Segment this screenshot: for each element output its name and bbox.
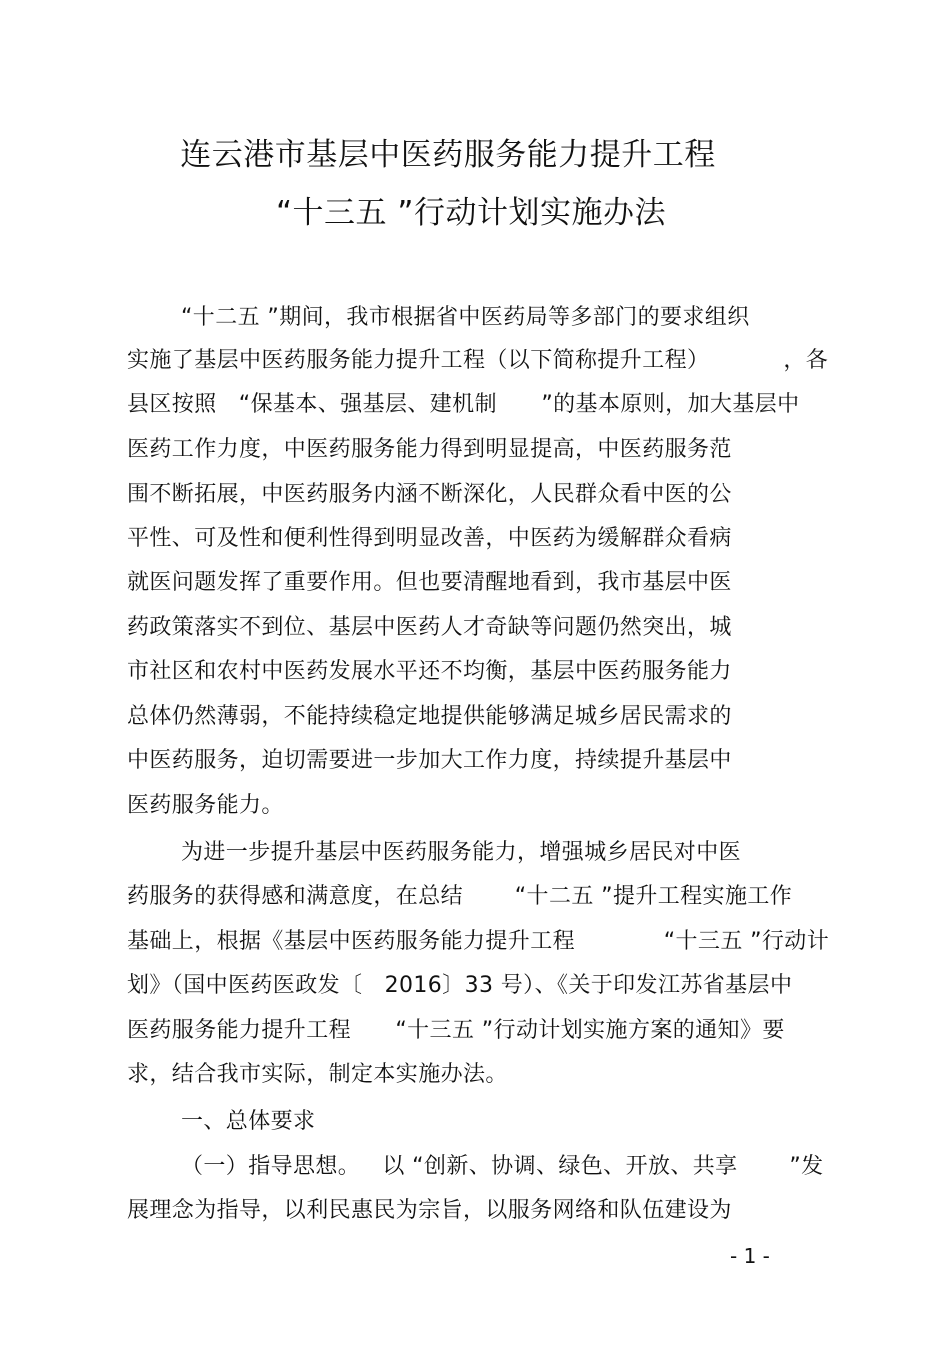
body-line: 县区按照 “保基本、强基层、建机制 ”的基本原则，加大基层中	[127, 392, 800, 417]
body-line: 实施了基层中医药服务能力提升工程（以下简称提升工程） ，各	[127, 348, 829, 373]
body-line: 中医药服务，迫切需要进一步加大工作力度，持续提升基层中	[127, 748, 732, 773]
body-line: 为进一步提升基层中医药服务能力，增强城乡居民对中医	[181, 840, 742, 865]
body-line: 医药服务能力。	[127, 793, 284, 818]
body-line: 围不断拓展，中医药服务内涵不断深化，人民群众看中医的公	[127, 482, 732, 507]
body-line: 划》（国中医药医政发〔 2016〕33 号）、《关于印发江苏省基层中	[127, 973, 793, 998]
body-line: 展理念为指导，以利民惠民为宗旨，以服务网络和队伍建设为	[127, 1198, 732, 1223]
body-line: 求，结合我市实际，制定本实施办法。	[127, 1062, 508, 1087]
body-line: 药政策落实不到位、基层中医药人才奇缺等问题仍然突出，城	[127, 615, 732, 640]
body-line: 总体仍然薄弱，不能持续稳定地提供能够满足城乡居民需求的	[127, 704, 732, 729]
body-line: “十二五 ”期间，我市根据省中医药局等多部门的要求组织	[181, 305, 750, 330]
body-line: 平性、可及性和便利性得到明显改善，中医药为缓解群众看病	[127, 526, 732, 551]
body-line: （一）指导思想。 以 “创新、协调、绿色、开放、共享 ”发	[181, 1154, 824, 1179]
body-line: 就医问题发挥了重要作用。但也要清醒地看到，我市基层中医	[127, 570, 732, 595]
page-number: - 1 -	[730, 1244, 770, 1268]
body-line: 医药服务能力提升工程 “十三五 ”行动计划实施方案的通知》要	[127, 1018, 785, 1043]
section-heading: 一、总体要求	[181, 1109, 316, 1134]
body-line: 市社区和农村中医药发展水平还不均衡，基层中医药服务能力	[127, 659, 732, 684]
body-line: 医药工作力度，中医药服务能力得到明显提高，中医药服务范	[127, 437, 732, 462]
body-line: 基础上，根据《基层中医药服务能力提升工程 “十三五 ”行动计	[127, 929, 830, 954]
document-title-line-2: “十三五 ”行动计划实施办法	[276, 195, 666, 231]
document-title-line-1: 连云港市基层中医药服务能力提升工程	[180, 137, 716, 173]
body-line: 药服务的获得感和满意度，在总结 “十二五 ”提升工程实施工作	[127, 884, 793, 909]
